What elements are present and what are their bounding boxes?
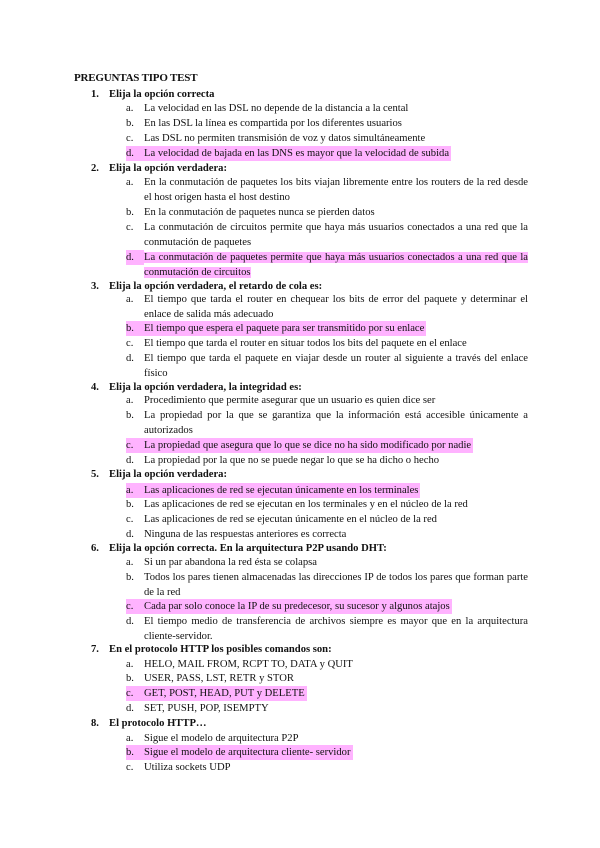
option [126, 175, 528, 205]
question-number: 4. [91, 382, 99, 393]
option-letter: b. [126, 410, 134, 421]
option-letter: c. [126, 601, 134, 612]
question-6 [91, 543, 387, 554]
option [126, 220, 528, 250]
question-text: Elija la opción correcta. En la arquitectura P2P usando DHT: [109, 543, 387, 554]
question-5 [91, 469, 227, 480]
question-number: 2. [91, 163, 99, 174]
option-letter: c. [126, 222, 134, 233]
option [126, 760, 528, 775]
question-number: 6. [91, 543, 99, 554]
question-text: Elija la opción verdadera, la integridad es: [109, 382, 302, 393]
option [126, 497, 528, 512]
option-letter: a. [126, 294, 134, 305]
option-letter: d. [126, 616, 134, 627]
option-letter: b. [126, 499, 134, 510]
question-text: Elija la opción verdadera: [109, 469, 227, 480]
question-number: 5. [91, 469, 99, 480]
option-text: En las DSL la línea es compartida por los diferentes usuarios [144, 118, 402, 129]
option-text: El tiempo que espera el paquete para ser transmitido por su enlace [144, 323, 425, 334]
question-8 [91, 718, 207, 729]
option-correct [126, 599, 452, 614]
option-text: El tiempo que tarda el paquete en viajar desde un router al siguiente a través del enlace físico [144, 353, 528, 379]
option-text: Las aplicaciones de red se ejecutan en los terminales y en el núcleo de la red [144, 499, 468, 510]
option-text: Ninguna de las respuestas anteriores es correcta [144, 529, 347, 540]
option-text: La propiedad por la que no se puede negar lo que se ha dicho o hecho [144, 455, 440, 466]
option-text: HELO, MAIL FROM, RCPT TO, DATA y QUIT [144, 659, 353, 670]
question-2 [91, 163, 227, 174]
option-letter: d. [126, 148, 134, 159]
option-letter: a. [126, 103, 134, 114]
option-letter: a. [126, 733, 134, 744]
option [126, 393, 528, 408]
question-text: El protocolo HTTP… [109, 718, 207, 729]
option-letter: b. [126, 572, 134, 583]
option-letter: a. [126, 395, 134, 406]
option-letter: d. [126, 703, 134, 714]
option-text: La conmutación de circuitos permite que haya más usuarios conectados a una red que la conmutación de paquetes [144, 222, 528, 248]
option-text: GET, POST, HEAD, PUT y DELETE [144, 688, 305, 699]
option [126, 131, 528, 146]
option-correct [126, 250, 528, 280]
option-text: La velocidad en las DSL no depende de la distancia a la cental [144, 103, 409, 114]
option-text: En la conmutación de paquetes los bits viajan libremente entre los routers de la red desde el host origen hasta el host destino [144, 177, 528, 203]
option-text: Sigue el modelo de arquitectura P2P [144, 733, 299, 744]
option-correct [126, 146, 451, 161]
option-text: La propiedad que asegura que lo que se dice no ha sido modificado por nadie [144, 440, 472, 451]
option-text: Si un par abandona la red ésta se colapsa [144, 557, 317, 568]
question-text: En el protocolo HTTP los posibles comandos son: [109, 644, 332, 655]
option-letter: d. [126, 353, 134, 364]
option [126, 101, 528, 116]
question-number: 7. [91, 644, 99, 655]
option-text: Sigue el modelo de arquitectura cliente- servidor [144, 747, 351, 758]
option-letter: b. [126, 747, 134, 758]
option [126, 731, 528, 746]
option-text: Las aplicaciones de red se ejecutan únicamente en los terminales [144, 485, 419, 496]
option-letter: b. [126, 118, 134, 129]
option-letter: d. [126, 250, 144, 265]
question-3 [91, 281, 322, 292]
option-letter: d. [126, 529, 134, 540]
option-text: Las aplicaciones de red se ejecutan únicamente en el núcleo de la red [144, 514, 437, 525]
question-text: Elija la opción verdadera: [109, 163, 227, 174]
option-text: Cada par solo conoce la IP de su predecesor, su sucesor y algunos atajos [144, 601, 450, 612]
option-letter: c. [126, 133, 134, 144]
option-text: La propiedad por la que se garantiza que la información está accesible únicamente a autorizados [144, 410, 528, 436]
option-text: El tiempo que tarda el router en situar todos los bits del paquete en el enlace [144, 338, 467, 349]
question-number: 1. [91, 89, 99, 100]
option-text: Utiliza sockets UDP [144, 762, 231, 773]
option [126, 292, 528, 322]
option-letter: d. [126, 455, 134, 466]
option-letter: c. [126, 440, 134, 451]
option [126, 701, 528, 716]
option [126, 336, 528, 351]
page-title: PREGUNTAS TIPO TEST [74, 72, 198, 84]
option [126, 527, 528, 542]
option-correct [126, 483, 420, 498]
option-letter: a. [126, 557, 134, 568]
option-text: SET, PUSH, POP, ISEMPTY [144, 703, 269, 714]
option [126, 671, 528, 686]
question-number: 8. [91, 718, 99, 729]
option-letter: c. [126, 688, 134, 699]
question-text: Elija la opción correcta [109, 89, 215, 100]
option-text: La velocidad de bajada en las DNS es mayor que la velocidad de subida [144, 148, 450, 159]
option-letter: c. [126, 762, 134, 773]
option-letter: c. [126, 338, 134, 349]
question-4 [91, 382, 302, 393]
option-text: En la conmutación de paquetes nunca se pierden datos [144, 207, 375, 218]
option-letter: a. [126, 659, 134, 670]
option-text: USER, PASS, LST, RETR y STOR [144, 673, 294, 684]
option [126, 205, 528, 220]
question-text: Elija la opción verdadera, el retardo de cola es: [109, 281, 323, 292]
option-text-wrap [144, 250, 528, 280]
option [126, 512, 528, 527]
option-text: El tiempo que tarda el router en chequear los bits de error del paquete y determinar el enlace de salida más adecuado [144, 294, 528, 320]
option-text: La conmutación de paquetes permite que haya más usuarios conectados a una red que la conmutación de circuitos [144, 252, 528, 278]
option-text: Las DSL no permiten transmisión de voz y datos simultáneamente [144, 133, 426, 144]
option-letter: b. [126, 323, 134, 334]
option-correct [126, 321, 426, 336]
option-correct [126, 745, 353, 760]
question-1 [91, 89, 214, 100]
option-correct [126, 438, 473, 453]
option-text: El tiempo medio de transferencia de archivos siempre es mayor que en la arquitectura cliente-servidor. [144, 616, 528, 642]
option [126, 116, 528, 131]
option-correct [126, 686, 307, 701]
option [126, 351, 528, 381]
option [126, 657, 528, 672]
option-text: Procedimiento que permite asegurar que un usuario es quien dice ser [144, 395, 436, 406]
option [126, 555, 528, 570]
option-letter: b. [126, 207, 134, 218]
option [126, 453, 528, 468]
option-letter: c. [126, 514, 134, 525]
option [126, 408, 528, 438]
option-letter: a. [126, 485, 134, 496]
question-number: 3. [91, 281, 99, 292]
option-text: Todos los pares tienen almacenadas las direcciones IP de todos los pares que forman parte de la red [144, 572, 528, 598]
option-letter: a. [126, 177, 134, 188]
option [126, 570, 528, 600]
option-letter: b. [126, 673, 134, 684]
option [126, 614, 528, 644]
question-7 [91, 644, 332, 655]
